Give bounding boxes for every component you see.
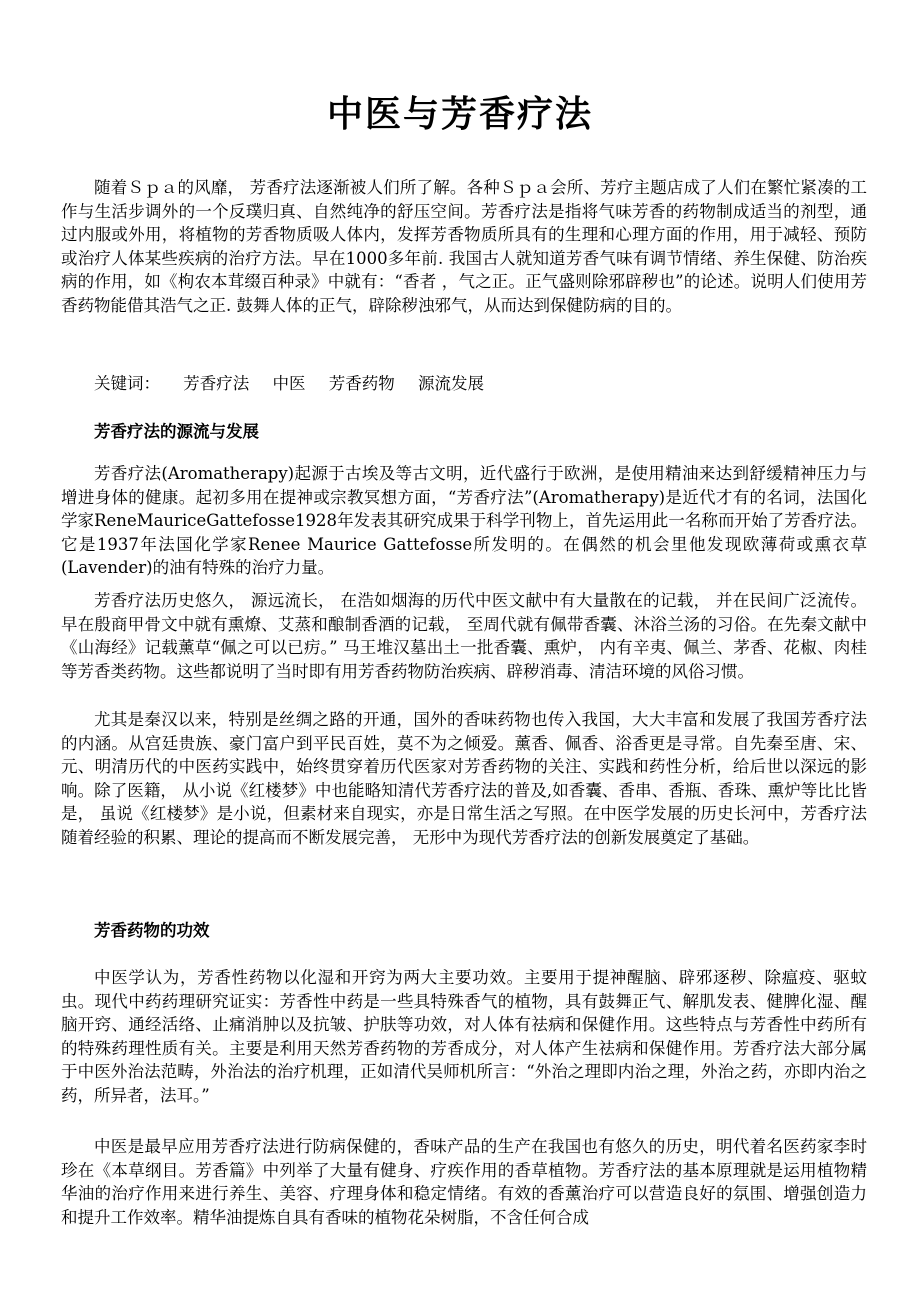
efficacy-paragraph-1: 中医学认为，芳香性药物以化湿和开窍为两大主要功效。主要用于提神醒脑、辟邪逐秽、除瘟疫、驱蚊虫。现代中药药理研究证实：芳香性中药是一些具特殊香气的植物，具有鼓舞正气、解肌发表、健脾化湿、醒脑开窍、通经活络、止痛消肿以及抗皱、护肤等功效，对人体有祛病和保健作用。这些特点与芳香性中药所有的特殊药理性质有关。主要是利用天然芳香药物的芳香成分，对人体产生祛病和保健作用。芳香疗法大部分属于中医外治法范畴，外治法的治疗机理，正如清代吴师机所言：“外治之理即内治之理，外治之药，亦即内治之药，所异者，法耳。” <box>61 968 867 1105</box>
section-heading-origins: 芳香疗法的源流与发展 <box>94 422 259 441</box>
keyword: 源流发展 <box>418 374 484 393</box>
origins-paragraph-3: 尤其是秦汉以来，特别是丝绸之路的开通，国外的香味药物也传入我国，大大丰富和发展了我国芳香疗法的内涵。从宫廷贵族、豪门富户到平民百姓，莫不为之倾爱。薰香、佩香、浴香更是寻常。自先秦至唐、宋、元、明清历代的中医药实践中，始终贯穿着历代医家对芳香药物的关注、实践和药性分析，给后世以深远的影响。除了医籍， 从小说《红楼梦》中也能略知清代芳香疗法的普及,如香囊、香串、香瓶、香珠、熏炉等比比皆是， 虽说《红楼梦》是小说，但素材来自现实，亦是日常生活之写照。在中医学发展的历史长河中，芳香疗法随着经验的积累、理论的提高而不断发展完善， 无形中为现代芳香疗法的创新发展奠定了基础。 <box>61 710 867 847</box>
keywords-line <box>94 370 502 394</box>
keyword: 中医 <box>272 374 306 393</box>
keyword: 芳香药物 <box>328 374 395 393</box>
page-title: 中医与芳香疗法 <box>326 93 593 135</box>
origins-paragraph-1: 芳香疗法(Aromatherapy)起源于古埃及等古文明，近代盛行于欧洲，是使用精油来达到舒缓精神压力与增进身体的健康。起初多用在提神或宗教冥想方面，“芳香疗法”(Aromatherapy)是近代才有的名词，法国化学家ReneMauriceGattefosse1928年发表其研究成果于科学刊物上，首先运用此一名称而开始了芳香疗法。它是1937年法国化学家Renee Maurice Gattefosse所发明的。在偶然的机会里他发现欧薄荷或熏衣草(Lavender)的油有特殊的治疗力量。 <box>61 464 867 577</box>
efficacy-paragraph-2: 中医是最早应用芳香疗法进行防病保健的，香味产品的生产在我国也有悠久的历史，明代着名医药家李时珍在《本草纲目。芳香篇》中列举了大量有健身、疗疾作用的香草植物。芳香疗法的基本原理就是运用植物精华油的治疗作用来进行养生、美容、疗理身体和稳定情绪。有效的香薰治疗可以营造良好的氛围、增强创造力和提升工作效率。精华油提炼自具有香味的植物花朵树脂，不含任何合成 <box>61 1137 867 1227</box>
section-heading-efficacy: 芳香药物的功效 <box>94 921 210 940</box>
keywords-label: 关键词： <box>94 374 160 393</box>
origins-paragraph-2: 芳香疗法历史悠久， 源远流长， 在浩如烟海的历代中医文献中有大量散在的记载， 并在民间广泛流传。早在殷商甲骨文中就有熏燎、艾蒸和酿制香酒的记载， 至周代就有佩带香囊、沐浴兰汤的习俗。在先秦文献中《山海经》记载薰草“佩之可以已疠。” 马王堆汉墓出土一批香囊、熏炉， 内有辛夷、佩兰、茅香、花椒、肉桂等芳香类药物。这些都说明了当时即有用芳香药物防治疾病、辟秽消毒、清洁环境的风俗习惯。 <box>61 591 867 681</box>
intro-paragraph: 随着Ｓｐａ的风靡， 芳香疗法逐渐被人们所了解。各种Ｓｐａ会所、芳疗主题店成了人们在繁忙紧凑的工作与生活步调外的一个反璞归真、自然纯净的舒压空间。芳香疗法是指将气味芳香的药物制成适当的剂型，通过内服或外用，将植物的芳香物质吸人体内，发挥芳香物质所具有的生理和心理方面的作用，用于减轻、预防或治疗人体某些疾病的治疗方法。早在1000多年前. 我国古人就知道芳香气味有调节情绪、养生保健、防治疾病的作用，如《枸农本茸缀百种录》中就有：“香者 ，气之正。正气盛则除邪辟秽也”的论述。说明人们使用芳香药物能借其浩气之正. 鼓舞人体的正气，辟除秽浊邪气，从而达到保健防病的目的。 <box>61 178 867 315</box>
keyword: 芳香疗法 <box>183 374 250 393</box>
